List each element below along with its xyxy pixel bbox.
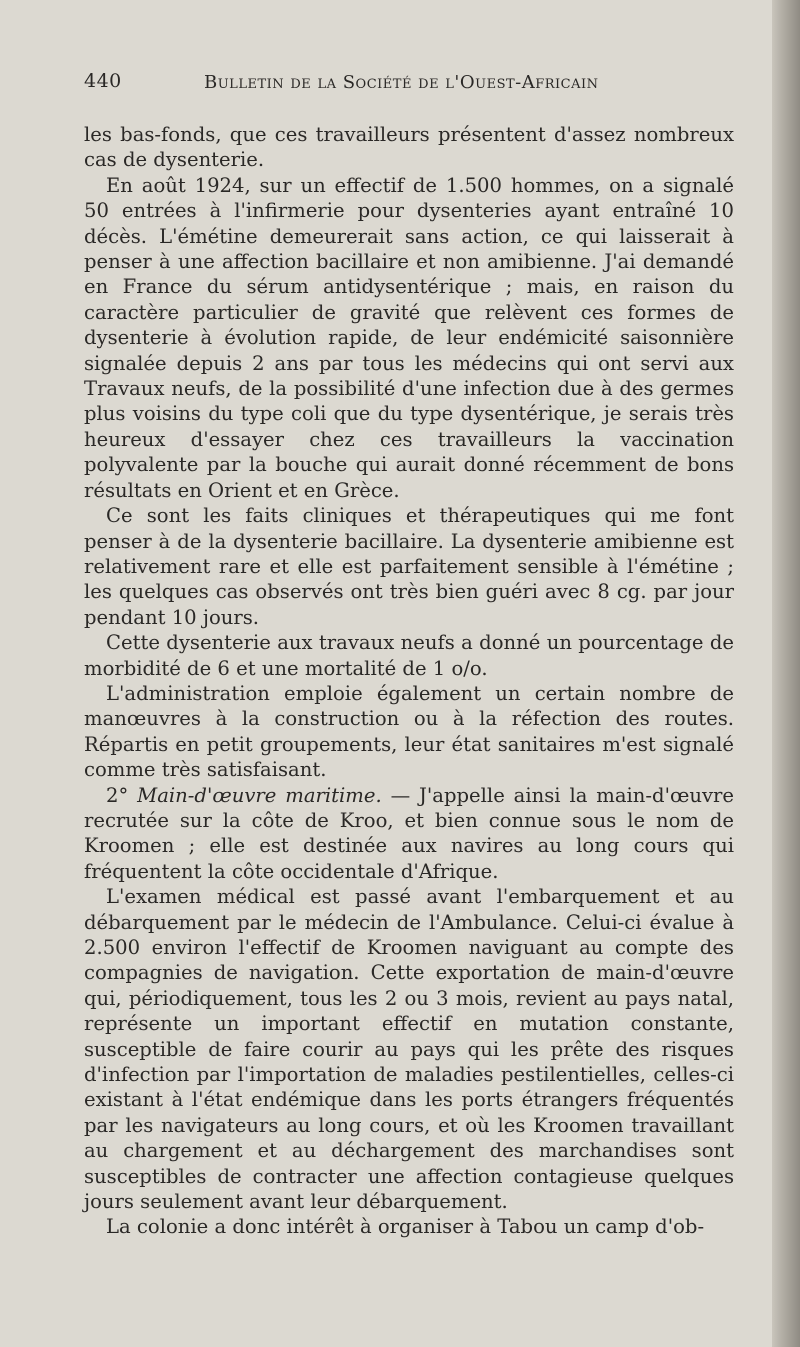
section-title: Main-d'œuvre maritime. [137,783,382,807]
paragraph: Cette dysenterie aux travaux neufs a donné un pourcentage de morbidité de 6 et une mortalité de 1 o/o. [84,631,734,680]
page-edge [772,0,800,1347]
section-text: — J'appelle ainsi la main-d'œuvre recrutée sur la côte de Kroo, et bien connue sous le nom de Kroomen ; elle est destinée aux navires au long cours qui fréquentent la côte occidentale d'Afrique. [84,783,734,883]
section-paragraph [84,783,734,885]
paragraph: Ce sont les faits cliniques et thérapeutiques qui me font penser à de la dysenterie bacillaire. La dysenterie amibienne est relativement rare et elle est parfaitement sensible à l'émétine ; les quelques cas observés ont très bien guéri avec 8 cg. par jour pendant 10 jours. [84,504,734,629]
section-number: 2° [106,783,129,807]
page-header [84,70,624,100]
paragraph: L'examen médical est passé avant l'embarquement et au débarquement par le médecin de l'Ambulance. Celui-ci évalue à 2.500 environ l'effectif de Kroomen naviguant au compte des compagnies de navigation. Cette exportation de main-d'œuvre qui, périodiquement, tous les 2 ou 3 mois, revient au pays natal, représente un important effectif en mutation constante, susceptible de faire courir au pays qui les prête des risques d'infection par l'importation de maladies pestilentielles, celles-ci existant à l'état endémique dans les ports étrangers fréquentés par les navigateurs au long cours, et où les Kroomen travaillant au chargement et au déchargement des marchandises sont susceptibles de contracter une affection contagieuse quelques jours seulement avant leur débarquement. [84,885,734,1214]
page-number: 440 [84,70,122,92]
body-text [84,122,734,1240]
paragraph: L'administration emploie également un certain nombre de manœuvres à la construction ou à la réfection des routes. Répartis en petit groupements, leur état sanitaires m'est signalé comme très satisfaisant. [84,681,734,782]
paragraph: les bas-fonds, que ces travailleurs présentent d'assez nombreux cas de dysenterie. [84,123,734,172]
paragraph: La colonie a donc intérêt à organiser à Tabou un camp d'ob- [106,1215,705,1239]
running-title: Bulletin de la Société de l'Ouest-Africain [204,72,599,93]
paragraph: En août 1924, sur un effectif de 1.500 hommes, on a signalé 50 entrées à l'infirmerie pour dysenteries ayant entraîné 10 décès. L'émétine demeurerait sans action, ce qui laisserait à penser à une affection bacillaire et non amibienne. J'ai demandé en France du sérum antidysentérique ; mais, en raison du caractère particulier de gravité que relèvent ces formes de dysenterie à évolution rapide, de leur endémicité saisonnière signalée depuis 2 ans par tous les médecins qui ont servi aux Travaux neufs, de la possibilité d'une infection due à des germes plus voisins du type coli que du type dysentérique, je serais très heureux d'essayer chez ces travailleurs la vaccination polyvalente par la bouche qui aurait donné récemment de bons résultats en Orient et en Grèce. [84,173,734,502]
